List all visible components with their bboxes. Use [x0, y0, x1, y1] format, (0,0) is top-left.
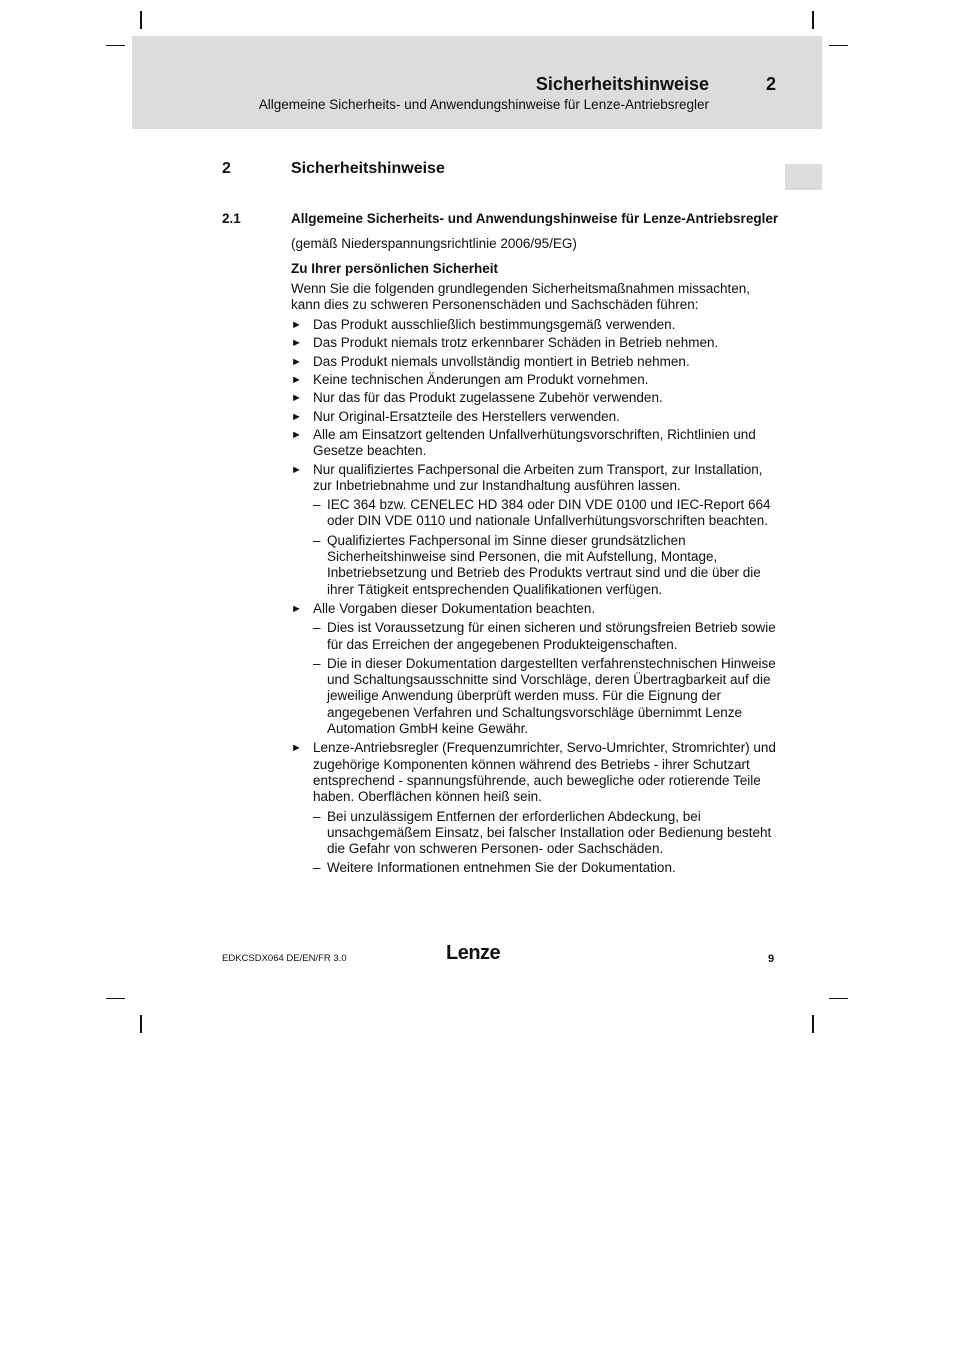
crop-mark-bottom-left-horizontal — [106, 998, 125, 999]
subsection-number: 2.1 — [222, 211, 241, 226]
chapter-tab-marker — [785, 164, 822, 190]
crop-mark-top-left-horizontal — [106, 45, 125, 46]
sub-list-item — [313, 656, 783, 737]
sub-list — [313, 809, 783, 877]
lenze-logo: Lenze — [446, 942, 501, 964]
list-item-text: Das Produkt ausschließlich bestimmungsgemäß verwenden. — [313, 317, 676, 333]
sub-list-item-text: Qualifiziertes Fachpersonal im Sinne dieser grundsätzlichen Sicherheitshinweise sind Personen, die mit Aufstellung, Montage, Inbetriebsetzung und Betrieb des Produkts vertraut sind und die über die ihrer Tätigkeit entsprechenden Qualifikationen verfügen. — [327, 532, 761, 597]
bullet-arrow-icon: ► — [291, 374, 302, 387]
list-item-text: Alle am Einsatzort geltenden Unfallverhütungsvorschriften, Richtlinien und Gesetze beachten. — [313, 426, 756, 459]
sub-list-item — [313, 860, 783, 876]
list-item — [291, 372, 783, 388]
sub-list-item — [313, 533, 783, 598]
list-item — [291, 409, 783, 425]
sub-list — [313, 620, 783, 737]
list-item — [291, 462, 783, 598]
crop-mark-bottom-right-vertical — [812, 1015, 814, 1033]
crop-mark-bottom-right-horizontal — [829, 998, 848, 999]
dash-icon: – — [313, 655, 321, 671]
personal-safety-heading: Zu Ihrer persönlichen Sicherheit — [291, 261, 499, 277]
sub-list — [313, 497, 783, 598]
dash-icon: – — [313, 620, 321, 636]
dash-icon: – — [313, 860, 321, 876]
dash-icon: – — [313, 808, 321, 824]
list-item-text: Das Produkt niemals unvollständig montiert in Betrieb nehmen. — [313, 353, 690, 369]
header-title: Sicherheitshinweise — [535, 74, 709, 94]
crop-mark-top-right-horizontal — [829, 45, 848, 46]
list-item — [291, 601, 783, 737]
bullet-arrow-icon: ► — [291, 392, 302, 405]
list-item-text: Nur das für das Produkt zugelassene Zubehör verwenden. — [313, 390, 663, 406]
safety-bullet-list — [291, 317, 783, 877]
crop-mark-bottom-left-vertical — [140, 1015, 142, 1033]
list-item — [291, 317, 783, 333]
sub-list-item — [313, 497, 783, 530]
list-item-text: Nur qualifiziertes Fachpersonal die Arbeiten zum Transport, zur Installation, zur Inbetriebnahme und zur Instandhaltung ausführen lassen. — [313, 461, 763, 493]
list-item — [291, 427, 783, 460]
sub-list-item-text: Weitere Informationen entnehmen Sie der Dokumentation. — [327, 860, 676, 876]
bullet-arrow-icon: ► — [291, 602, 302, 615]
list-item — [291, 335, 783, 351]
list-item-text: Das Produkt niemals trotz erkennbarer Schäden in Betrieb nehmen. — [313, 335, 719, 351]
crop-mark-top-right-vertical — [812, 11, 814, 29]
bullet-arrow-icon: ► — [291, 463, 302, 476]
bullet-arrow-icon: ► — [291, 742, 302, 755]
sub-list-item — [313, 620, 783, 653]
sub-list-item-text: Die in dieser Dokumentation dargestellten verfahrenstechnischen Hinweise und Schaltungsausschnitte sind Vorschläge, deren Übertragbarkeit auf die jeweilige Anwendung überprüft werden muss. Für die Eignung der angegebenen Verfahren und Schaltungsvorschläge übernimmt Lenze Automation GmbH keine Gewähr. — [327, 655, 776, 737]
personal-safety-intro: Wenn Sie die folgenden grundlegenden Sicherheitsmaßnahmen missachten, kann dies zu schweren Personenschäden und Sachschäden führen: — [291, 280, 751, 312]
sub-list-item-text: Bei unzulässigem Entfernen der erforderlichen Abdeckung, bei unsachgemäßem Einsatz, bei falscher Installation oder Bedienung besteht die Gefahr von schweren Personen- oder Sachschäden. — [327, 808, 772, 857]
dash-icon: – — [313, 497, 321, 513]
footer-document-id: EDKCSDX064 DE/EN/FR 3.0 — [222, 953, 347, 964]
list-item-text: Alle Vorgaben dieser Dokumentation beachten. — [313, 600, 596, 616]
bullet-arrow-icon: ► — [291, 355, 302, 368]
page-number: 9 — [768, 953, 775, 965]
header-band — [132, 36, 822, 129]
list-item-text: Lenze-Antriebsregler (Frequenzumrichter, Servo-Umrichter, Stromrichter) und zugehörige Komponenten können während des Betriebs - ihrer Schutzart entsprechend - spannungsführende, auch bewegliche oder rotierende Teile haben. Oberflächen können heiß sein. — [313, 740, 776, 805]
sub-list-item-text: Dies ist Voraussetzung für einen sicheren und störungsfreien Betrieb sowie für das Erreichen der angegebenen Produkteigenschaften. — [327, 620, 776, 652]
bullet-arrow-icon: ► — [291, 319, 302, 332]
list-item-text: Nur Original-Ersatzteile des Herstellers verwenden. — [313, 408, 620, 424]
bullet-arrow-icon: ► — [291, 428, 302, 441]
sub-list-item — [313, 809, 783, 858]
subsection-title: Allgemeine Sicherheits- und Anwendungshinweise für Lenze-Antriebsregler — [291, 211, 779, 226]
directive-note: (gemäß Niederspannungsrichtlinie 2006/95/EG) — [291, 236, 577, 251]
bullet-arrow-icon: ► — [291, 337, 302, 350]
list-item-text: Keine technischen Änderungen am Produkt vornehmen. — [313, 372, 649, 388]
body-text — [291, 236, 783, 880]
sub-list-item-text: IEC 364 bzw. CENELEC HD 384 oder DIN VDE 0100 und IEC-Report 664 oder DIN VDE 0110 und nationale Unfallverhütungsvorschriften beachten. — [327, 497, 771, 529]
header-subtitle: Allgemeine Sicherheits- und Anwendungshinweise für Lenze-Antriebsregler — [258, 97, 709, 112]
dash-icon: – — [313, 532, 321, 548]
section-number: 2 — [222, 160, 231, 177]
bullet-arrow-icon: ► — [291, 410, 302, 423]
list-item — [291, 740, 783, 876]
crop-mark-top-left-vertical — [140, 11, 142, 29]
header-chapter-number: 2 — [766, 74, 777, 94]
section-title: Sicherheitshinweise — [291, 160, 445, 177]
list-item — [291, 354, 783, 370]
list-item — [291, 390, 783, 406]
